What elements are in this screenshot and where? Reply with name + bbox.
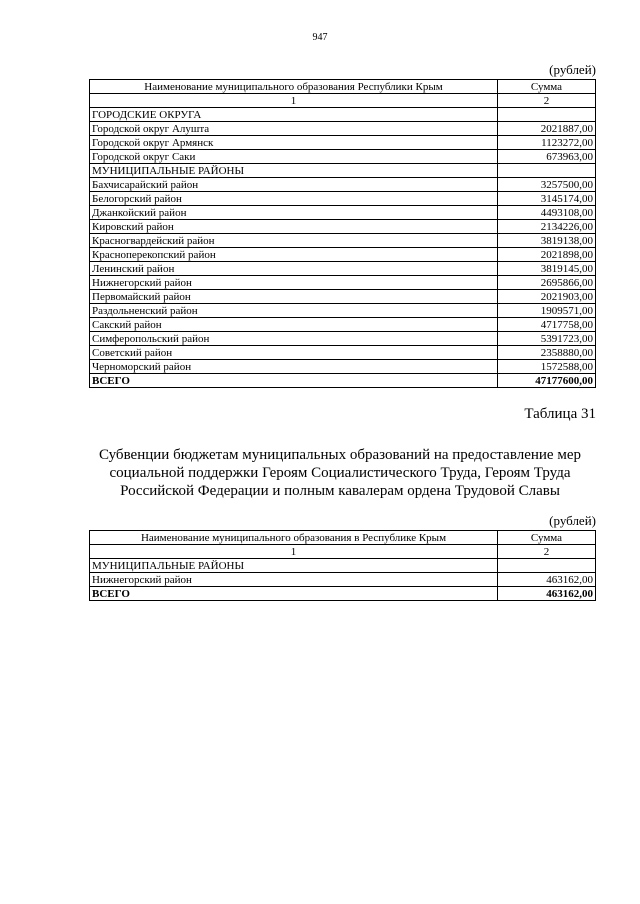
table-row (90, 136, 596, 150)
total-row (90, 587, 596, 601)
table2-header-row (90, 531, 596, 545)
row-name-cell: Нижнегорский район (90, 573, 498, 587)
table-row (90, 178, 596, 192)
row-sum-cell: 1572588,00 (498, 360, 596, 374)
row-sum-cell: 463162,00 (498, 587, 596, 601)
row-sum-cell: 1909571,00 (498, 304, 596, 318)
total-row (90, 374, 596, 388)
row-sum-cell: 4493108,00 (498, 206, 596, 220)
table2-index-1: 1 (90, 545, 498, 559)
row-name-cell: Белогорский район (90, 192, 498, 206)
row-name-cell: ВСЕГО (90, 374, 498, 388)
section-row (90, 108, 596, 122)
table2-title-line: социальной поддержки Героям Социалистического Труда, Героям Труда (109, 465, 571, 481)
table-row (90, 248, 596, 262)
table2-unit: (рублей) (549, 513, 596, 528)
row-name-cell: ГОРОДСКИЕ ОКРУГА (90, 108, 498, 122)
table-row (90, 206, 596, 220)
table2-title-line: Субвенции бюджетам муниципальных образований на предоставление мер (99, 447, 581, 463)
row-name-cell: Раздольненский район (90, 304, 498, 318)
table1 (89, 79, 596, 388)
table2-index-2: 2 (498, 545, 596, 559)
row-sum-cell: 463162,00 (498, 573, 596, 587)
row-name-cell: Черноморский район (90, 360, 498, 374)
table-row (90, 122, 596, 136)
table2-index-row (90, 545, 596, 559)
row-sum-cell: 2021903,00 (498, 290, 596, 304)
table-row (90, 262, 596, 276)
table2 (89, 530, 596, 601)
row-name-cell: МУНИЦИПАЛЬНЫЕ РАЙОНЫ (90, 164, 498, 178)
row-sum-cell: 2021898,00 (498, 248, 596, 262)
row-sum-cell: 2021887,00 (498, 122, 596, 136)
row-sum-cell: 3257500,00 (498, 178, 596, 192)
table1-unit: (рублей) (549, 62, 596, 77)
row-sum-cell (498, 108, 596, 122)
row-name-cell: МУНИЦИПАЛЬНЫЕ РАЙОНЫ (90, 559, 498, 573)
table-row (90, 220, 596, 234)
table-row (90, 276, 596, 290)
table-row (90, 192, 596, 206)
table2-title (60, 446, 620, 500)
table2-title-line: Российской Федерации и полным кавалерам ордена Трудовой Славы (120, 483, 560, 499)
row-sum-cell: 3819138,00 (498, 234, 596, 248)
table1-header-sum: Сумма (498, 80, 596, 94)
row-name-cell: Советский район (90, 346, 498, 360)
table1-index-2: 2 (498, 94, 596, 108)
row-sum-cell (498, 164, 596, 178)
table1-body (90, 108, 596, 388)
row-sum-cell: 3145174,00 (498, 192, 596, 206)
table-row (90, 234, 596, 248)
table2-label: Таблица 31 (524, 406, 596, 422)
row-sum-cell: 2358880,00 (498, 346, 596, 360)
table-row (90, 332, 596, 346)
table-row (90, 304, 596, 318)
table-row (90, 318, 596, 332)
table1-header-name: Наименование муниципального образования Республики Крым (90, 80, 498, 94)
row-sum-cell: 47177600,00 (498, 374, 596, 388)
row-name-cell: Джанкойский район (90, 206, 498, 220)
row-name-cell: Городской округ Армянск (90, 136, 498, 150)
table-row (90, 573, 596, 587)
table1-header-row (90, 80, 596, 94)
table1-index-1: 1 (90, 94, 498, 108)
table1-index-row (90, 94, 596, 108)
row-name-cell: Красногвардейский район (90, 234, 498, 248)
row-name-cell: ВСЕГО (90, 587, 498, 601)
row-sum-cell: 673963,00 (498, 150, 596, 164)
row-name-cell: Городской округ Саки (90, 150, 498, 164)
table-row (90, 346, 596, 360)
page-number: 947 (312, 32, 328, 43)
row-name-cell: Нижнегорский район (90, 276, 498, 290)
row-sum-cell: 2695866,00 (498, 276, 596, 290)
table-row (90, 360, 596, 374)
section-row (90, 559, 596, 573)
row-name-cell: Симферопольский район (90, 332, 498, 346)
row-sum-cell: 1123272,00 (498, 136, 596, 150)
row-sum-cell: 3819145,00 (498, 262, 596, 276)
row-name-cell: Бахчисарайский район (90, 178, 498, 192)
section-row (90, 164, 596, 178)
row-sum-cell: 2134226,00 (498, 220, 596, 234)
row-sum-cell: 5391723,00 (498, 332, 596, 346)
table2-header-name: Наименование муниципального образования в Республике Крым (90, 531, 498, 545)
table2-header-sum: Сумма (498, 531, 596, 545)
row-name-cell: Кировский район (90, 220, 498, 234)
row-sum-cell: 4717758,00 (498, 318, 596, 332)
row-sum-cell (498, 559, 596, 573)
row-name-cell: Сакский район (90, 318, 498, 332)
table2-body (90, 559, 596, 601)
row-name-cell: Городской округ Алушта (90, 122, 498, 136)
table-row (90, 150, 596, 164)
row-name-cell: Красноперекопский район (90, 248, 498, 262)
table-row (90, 290, 596, 304)
row-name-cell: Первомайский район (90, 290, 498, 304)
row-name-cell: Ленинский район (90, 262, 498, 276)
